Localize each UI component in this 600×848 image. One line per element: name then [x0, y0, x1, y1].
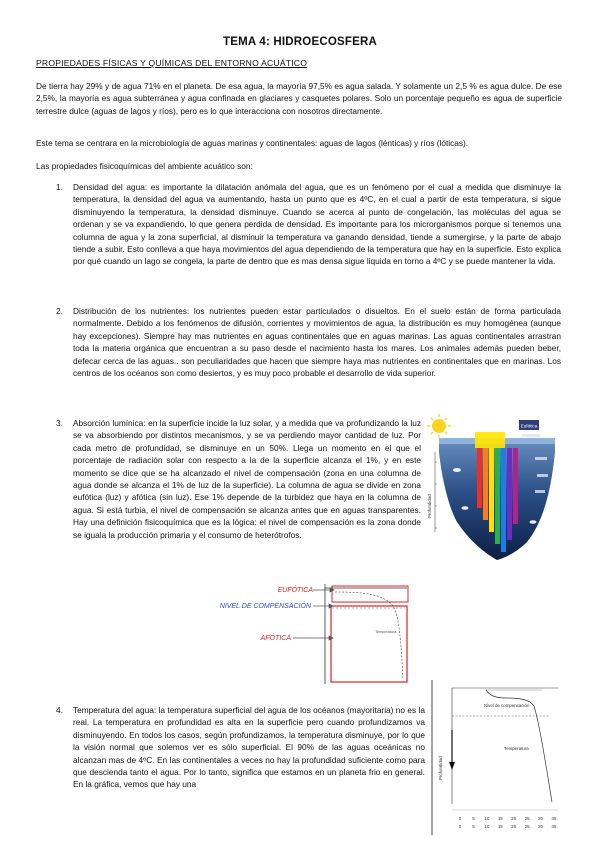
compensation-level-figure — [195, 580, 415, 692]
x-tick-label: 25 — [524, 824, 530, 829]
x-tick-label: 25 — [524, 816, 530, 821]
sun-icon — [427, 414, 451, 438]
list-item-light — [56, 417, 421, 541]
x-tick-label: 30 — [538, 816, 544, 821]
axis-label: Profundidad — [427, 494, 432, 518]
x-tick-label: 5 — [472, 824, 475, 829]
x-tick-label: 35 — [551, 824, 557, 829]
label-eufotica: EUFÓTICA — [277, 587, 313, 594]
depth-label: Profundidad — [438, 756, 443, 780]
x-tick-label: 10 — [484, 816, 490, 821]
properties-intro: Las propiedades fisicoquímicas del ambiente acuático son: — [36, 161, 253, 171]
intro-paragraph: De tierra hay 29% y de agua 71% en el planeta. De esa agua, la mayoría 97,5% es agua salada. Y solamente un 2,5 % es agua dulce. De ese 2,5%, la mayoría es agua subterránea y agua confinada en glaciares y casquetes polares. Solo un porcentaje pequeño es agua de superficie terrestre dulce (aguas de lagos y ríos), pero es lo que interacciona con nosotros directamente. — [36, 81, 562, 116]
label-compensation: NIVEL DE COMPENSACIÓN — [219, 603, 311, 610]
list-number: 1. — [56, 182, 63, 192]
section-subtitle: PROPIEDADES FÍSICAS Y QUÍMICAS DEL ENTORNO ACUÁTICO — [36, 58, 308, 68]
list-item-temperature — [56, 704, 425, 791]
list-item-text: Temperatura del agua: la temperatura superficial del agua de los océanos (mayoritaria) no es la real. La temperatura en profundidad es alta en la superficie pero cuando profundizamos va disminuyendo. En todos los casos, según profundizamos, la temperatura disminuye, por lo que la visión normal que solemos ver es sólo superficial. El 90% de las aguas oceánicas no alcanzan mas de 4ºC. En las continentales a veces no hay la profundidad suficiente como para que descienda tanto el agua. Por lo tanto, significa que estamos en un planeta frio en general. En la gráfica, vemos que hay una — [73, 705, 425, 790]
compensation-label: Nivel de compensación — [484, 703, 530, 708]
light-absorption-diagram — [427, 412, 567, 562]
x-tick-labels — [459, 816, 557, 829]
x-tick-label: 0 — [458, 824, 462, 829]
list-number: 3. — [56, 418, 63, 428]
list-item-nutrients — [56, 305, 561, 379]
x-tick-label: 35 — [551, 816, 557, 821]
temperature-profile-figure — [430, 670, 566, 835]
x-tick-label: 0 — [458, 816, 462, 821]
list-number: 4. — [56, 705, 63, 715]
temperature-label: Temperatura — [504, 746, 529, 751]
x-tick-label: 30 — [538, 824, 544, 829]
x-tick-label: 15 — [497, 824, 503, 829]
x-tick-label: 10 — [484, 824, 490, 829]
label-afotica: AFÓTICA — [260, 635, 291, 642]
list-item-text: Distribución de los nutrientes: los nutrientes pueden estar particulados o disueltos. En el suelo están de forma particulada normalmente. Debido a los fenómenos de difusión, corrientes y movimientos de agua, la distribución es muy homogénea (aunque hay excepciones). Siempre hay mas nutrientes en aguas continentales que en aguas marinas. Las aguas continentales arrastran toda la materia orgánica que encuentran a su paso desde el nacimiento hasta los mares. Los animales además pueden beber, defecar cerca de las aguas.. son peculiaridades que hacen que siempre haya mas nutrientes en continentales que en marinas. Los centros de los océanos son como desiertos, y es muy poco probable el desarrollo de vida superior. — [73, 306, 561, 379]
inner-label: Temperatura — [375, 630, 397, 634]
x-tick-label: 20 — [511, 824, 517, 829]
list-item-text: Densidad del agua: es importante la dilatación anómala del agua, que es un fenómeno por el cual a medida que disminuye la temperatura, la densidad del agua va aumentando, hasta un punto que es 4ºC, en el cual a partir de esta temperatura, si sigue disminuyendo la temperatura, la densidad disminuye. Cuando se acerca al punto de congelación, las moléculas del agua se ordenan y se va expandiendo, lo que genera perdida de densidad. Es importante para los microrganismos porque si tenemos una columna de agua y la zona superficial, al disminuir la temperatura va ganando densidad, tiende a sumergirse, y la parte de abajo tiende a subir. Esto conlleva a que haya movimientos del agua dependiendo de la temperatura que hay en la superficie. Esto explica por qué cuando un lago se congela, la parte de dentro que es mas densa sigue liquida en torno a 4ºC y se puede mantener la vida. — [73, 182, 561, 267]
list-item-density — [56, 181, 561, 268]
list-item-text: Absorción lumínica: en la superficie incide la luz solar, y a medida que va profundizando la luz se va absorbiendo por distintos mecanismos, y se va perdiendo mayor cantidad de luz. Por cada metro de profundidad, se disminuye en un 50%. Llega un momento en el que el porcentaje de radiación solar con respecto a la de la superficie alcanza el 1%, y en este momento se dice que se ha alcanzado el nivel de compensación (zona en una columna de agua donde se alcanza el 1% de luz de la superficie). La columna de agua se divide en zona eufótica (luz) y afótica (sin luz). Ese 1% depende de la turbidez que haya en la columna de agua. Si está turbia, el nivel de compensación se alcanza antes que en aguas transparentes. Hay una definición fisicoquímica que es la lógica: el nivel de compensación es la zona donde se iguala la producción primaria y el consumo de heterótrofos. — [73, 418, 421, 540]
zone-label: Eufótica — [520, 423, 538, 429]
x-tick-label: 5 — [472, 816, 475, 821]
page-title: TEMA 4: HIDROECOSFERA — [223, 36, 377, 48]
x-tick-label: 20 — [511, 816, 517, 821]
x-tick-label: 15 — [497, 816, 503, 821]
focus-paragraph: Este tema se centrara en la microbiología de aguas marinas y continentales: aguas de lagos (lénticas) y ríos (lóticas). — [36, 138, 469, 148]
list-number: 2. — [56, 306, 63, 316]
